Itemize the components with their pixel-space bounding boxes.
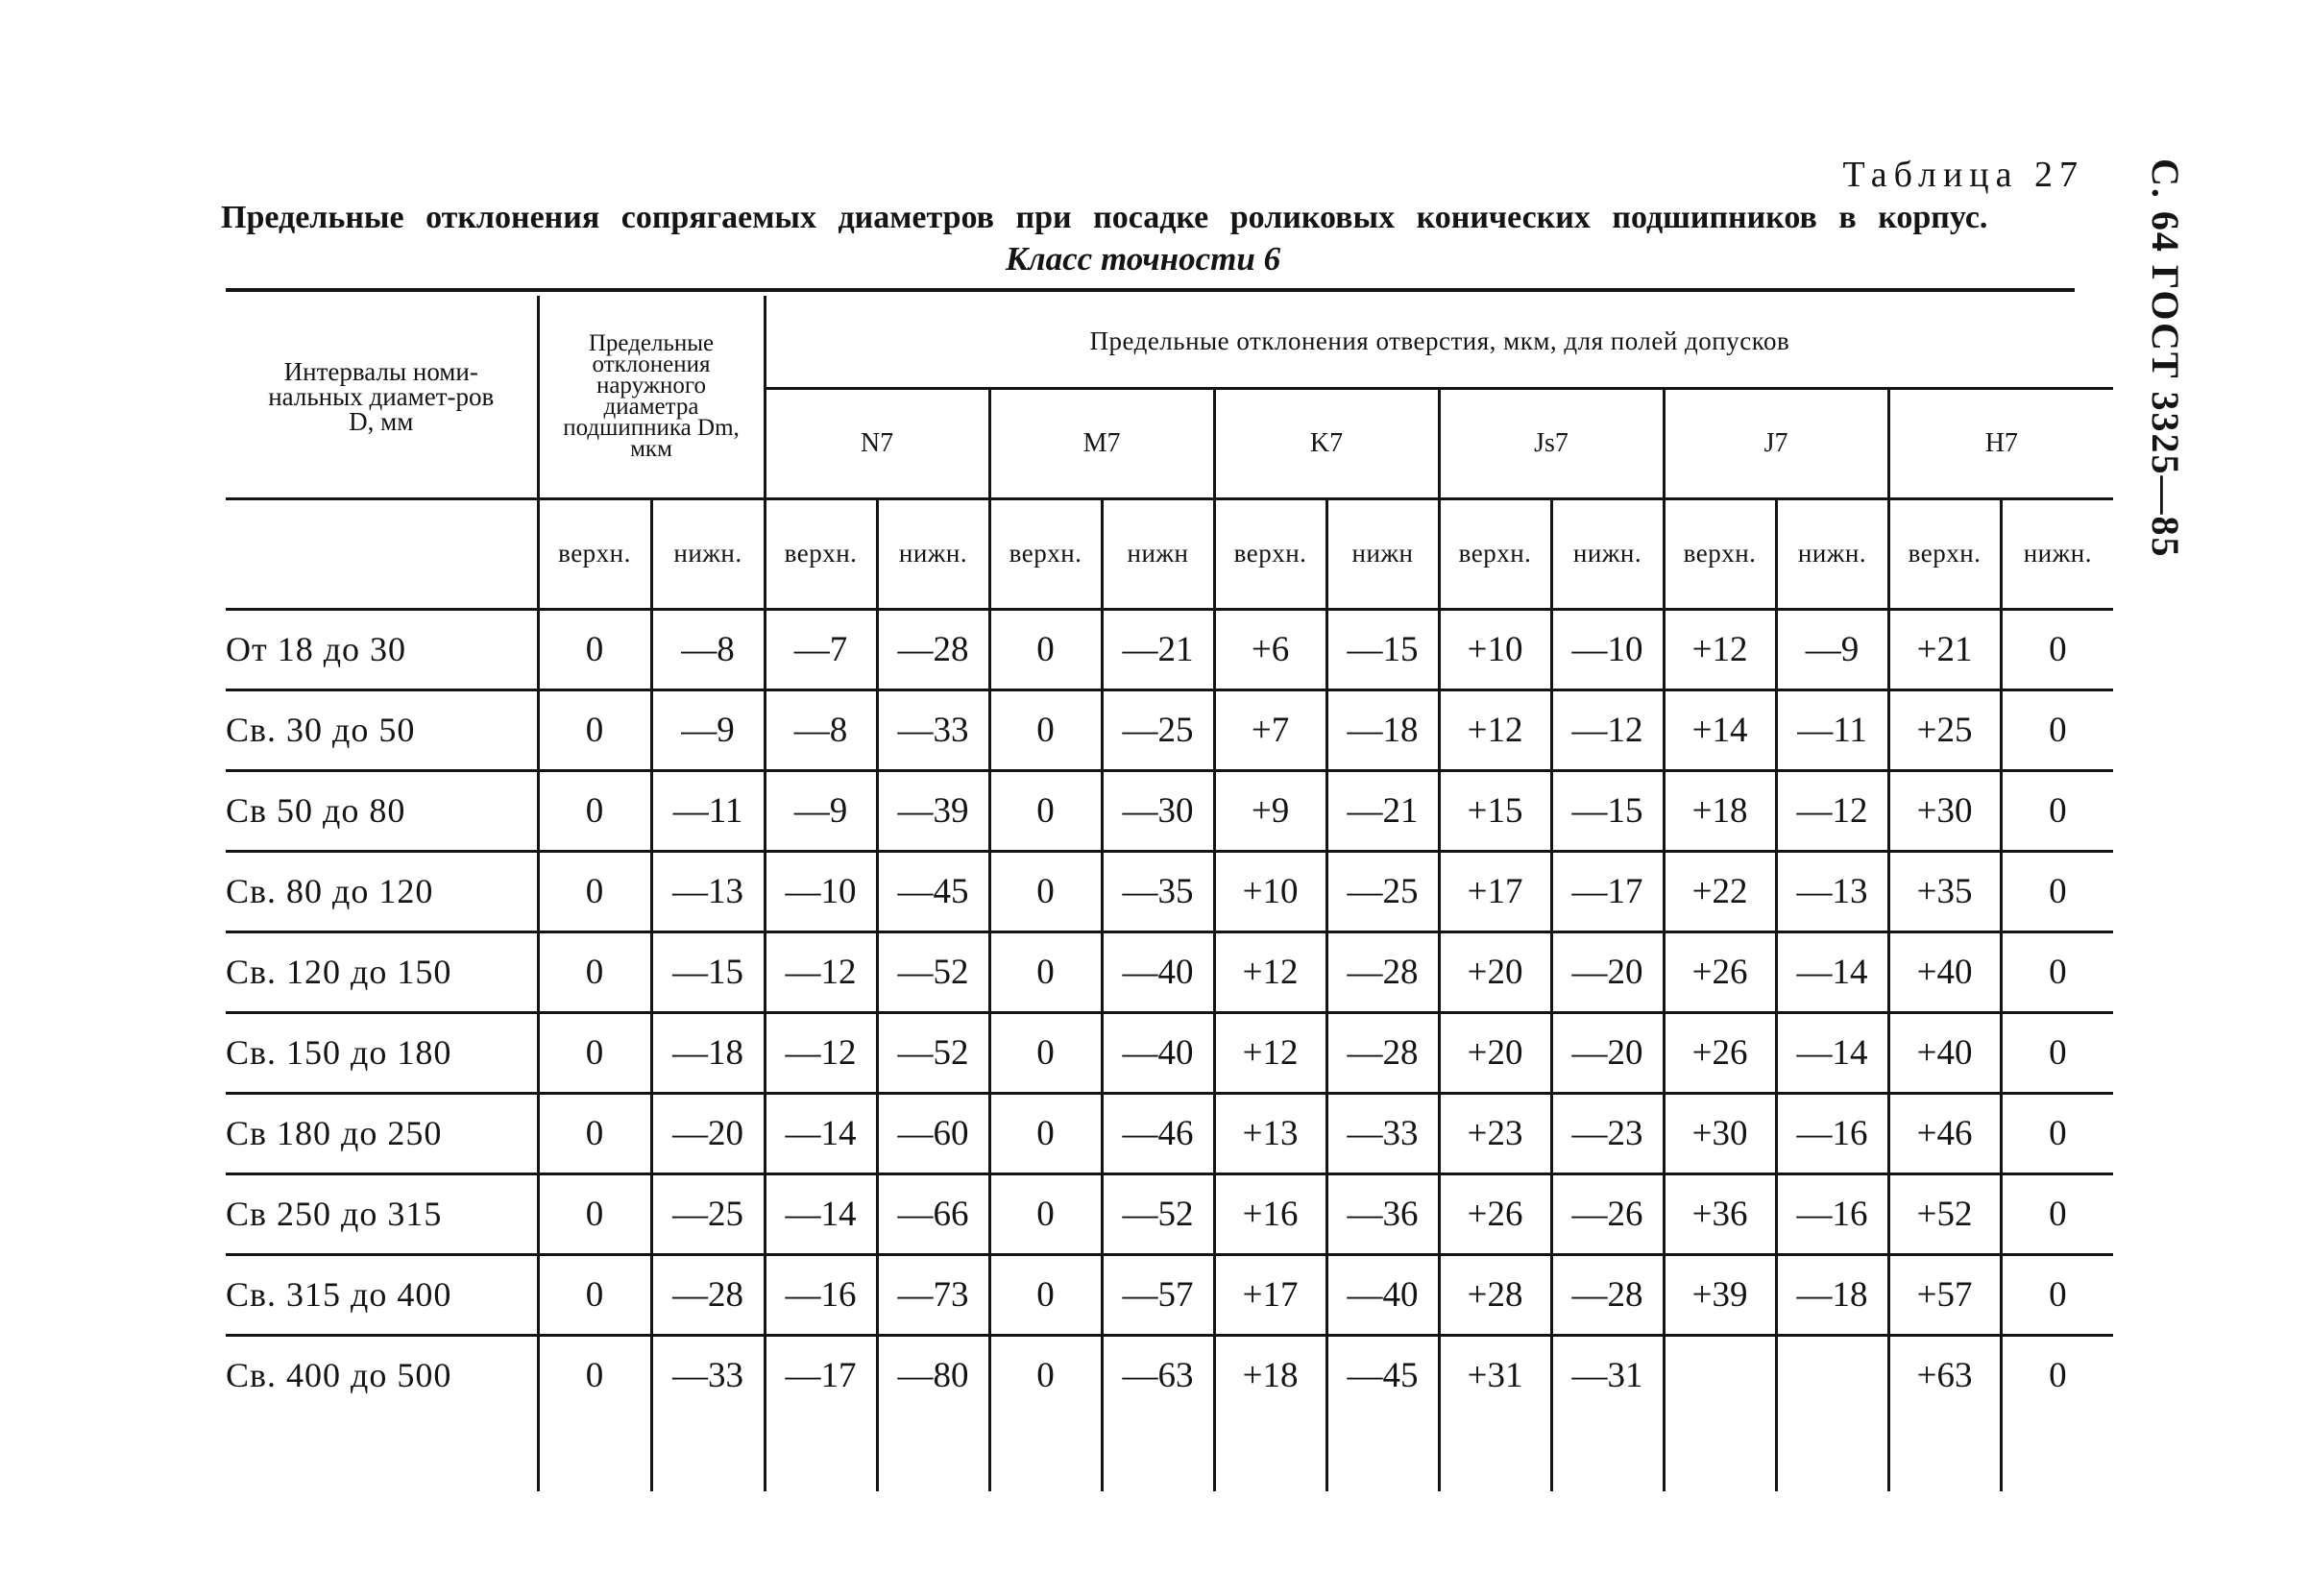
row-value: 0 [2001,851,2113,931]
row-value: —9 [651,689,765,770]
sub-lower: нижн [1102,498,1214,609]
row-value: —57 [1102,1254,1214,1335]
row-value: +18 [1214,1335,1326,1415]
row-value: —17 [765,1335,877,1415]
row-value: +28 [1439,1254,1551,1335]
row-value: —8 [765,689,877,770]
row-value: 0 [538,1173,651,1254]
tail-cell [538,1415,651,1491]
row-value: 0 [989,1012,1102,1093]
tail-cell [651,1415,765,1491]
row-value: —40 [1326,1254,1439,1335]
row-value: —15 [1326,609,1439,689]
sub-upper: верхн. [1439,498,1551,609]
row-interval: Св. 80 до 120 [226,851,538,931]
row-value: 0 [989,1093,1102,1173]
row-value: —17 [1551,851,1664,931]
table-number: Таблица 27 [1842,155,2084,195]
row-value: 0 [989,1335,1102,1415]
row-value: +7 [1214,689,1326,770]
tail-cell [1214,1415,1326,1491]
row-value: —40 [1102,931,1214,1012]
row-value: —15 [1551,770,1664,851]
row-value: —39 [877,770,989,851]
tail-cell [1439,1415,1551,1491]
row-value: +26 [1664,1012,1776,1093]
row-interval: Св. 150 до 180 [226,1012,538,1093]
row-value: 0 [538,689,651,770]
table-row [226,931,2113,1012]
row-interval: Св. 400 до 500 [226,1356,452,1394]
row-value: 0 [538,609,651,689]
row-value: —52 [877,1012,989,1093]
row-value: —28 [877,609,989,689]
row-value: +26 [1439,1173,1551,1254]
field-js7: Js7 [1439,388,1664,498]
field-j7: J7 [1664,388,1888,498]
row-value: —60 [877,1093,989,1173]
row-value: +25 [1888,689,2001,770]
row-interval: Св. 30 до 50 [226,689,538,770]
top-rule [226,288,2075,292]
row-value: 0 [989,1254,1102,1335]
table-subcaption: Класс точности 6 [1005,240,1281,278]
table-row [226,689,2113,770]
sub-upper: верхн. [1664,498,1776,609]
row-value: 0 [2001,1254,2113,1335]
row-value: +46 [1888,1093,2001,1173]
row-value [1776,1335,1888,1415]
row-value: +57 [1888,1254,2001,1335]
row-value: 0 [2001,689,2113,770]
row-value: +35 [1888,851,2001,931]
row-value: +31 [1439,1335,1551,1415]
field-n7: N7 [765,388,989,498]
row-value: —13 [1776,851,1888,931]
row-value: +10 [1439,609,1551,689]
row-value: —20 [1551,931,1664,1012]
row-value: +40 [1888,1012,2001,1093]
row-value: 0 [2001,1173,2113,1254]
sub-lower: нижн. [651,498,765,609]
table-row [226,609,2113,689]
row-value: +16 [1214,1173,1326,1254]
table-row [226,1173,2113,1254]
row-value: +23 [1439,1093,1551,1173]
row-value: +63 [1888,1335,2001,1415]
tail-cell [226,1415,538,1491]
header-interval-blank [226,498,538,609]
row-value: —25 [651,1173,765,1254]
row-value: —14 [1776,931,1888,1012]
row-value: —12 [1551,689,1664,770]
sub-upper: верхн. [989,498,1102,609]
tail-cell [1776,1415,1888,1491]
row-value: —40 [1102,1012,1214,1093]
row-value: +30 [1888,770,2001,851]
row-value: 0 [538,931,651,1012]
sub-upper: верхн. [538,498,651,609]
row-value: —21 [1102,609,1214,689]
row-value: 0 [2001,1335,2113,1415]
table-body [226,609,2113,1491]
row-value: —28 [651,1254,765,1335]
row-value: +14 [1664,689,1776,770]
row-value: +17 [1214,1254,1326,1335]
table-row [226,851,2113,931]
row-value: +52 [1888,1173,2001,1254]
header-hole-deviation: Предельные отклонения отверстия, мкм, для полей допусков [765,296,2113,388]
row-value: —12 [765,1012,877,1093]
row-value: —12 [1776,770,1888,851]
row-value: 0 [989,689,1102,770]
table-row [226,1254,2113,1335]
row-interval: Св 180 до 250 [226,1093,538,1173]
row-value: —25 [1326,851,1439,931]
sub-upper: верхн. [1214,498,1326,609]
row-value: 0 [2001,1012,2113,1093]
row-value: +40 [1888,931,2001,1012]
row-value: —35 [1102,851,1214,931]
row-value: —7 [765,609,877,689]
field-h7: H7 [1888,388,2113,498]
row-value: —23 [1551,1093,1664,1173]
tail-cell [765,1415,877,1491]
row-value: 0 [538,851,651,931]
row-value [1664,1335,1776,1415]
row-value: —9 [1776,609,1888,689]
row-value: +12 [1439,689,1551,770]
row-value: 0 [2001,770,2113,851]
sub-lower: нижн. [1551,498,1664,609]
sub-upper: верхн. [765,498,877,609]
row-interval: Св 250 до 315 [226,1173,538,1254]
row-value: —14 [765,1173,877,1254]
row-value: 0 [989,609,1102,689]
row-value: —16 [765,1254,877,1335]
tail-cell [1551,1415,1664,1491]
row-value: —11 [1776,689,1888,770]
row-value: +12 [1214,931,1326,1012]
header-outer-diameter: Предельные отклонения наружного диаметра подшипника Dm, мкм [538,296,765,498]
row-value: +30 [1664,1093,1776,1173]
row-value: —73 [877,1254,989,1335]
row-value: —18 [1776,1254,1888,1335]
row-value: —80 [877,1335,989,1415]
row-value: —10 [765,851,877,931]
row-value: —46 [1102,1093,1214,1173]
row-value: —10 [1551,609,1664,689]
row-value: —28 [1326,1012,1439,1093]
row-value: —52 [877,931,989,1012]
row-value: —15 [651,931,765,1012]
row-value: +12 [1214,1012,1326,1093]
row-value: —12 [765,931,877,1012]
tail-cell [989,1415,1102,1491]
row-value: +20 [1439,931,1551,1012]
row-value: —63 [1102,1335,1214,1415]
row-value: 0 [2001,1093,2113,1173]
tolerance-table [226,296,2113,1491]
row-interval: Св. 315 до 400 [226,1254,538,1335]
row-value: —30 [1102,770,1214,851]
row-value: —33 [877,689,989,770]
table-row [226,770,2113,851]
table-row [226,1335,2113,1415]
sub-lower: нижн. [2001,498,2113,609]
header-interval: Интервалы номи-нальных диамет-ров D, мм [226,296,538,498]
row-interval: Св 50 до 80 [226,770,538,851]
row-value: —11 [651,770,765,851]
row-value: —8 [651,609,765,689]
row-value: —28 [1551,1254,1664,1335]
row-value: —21 [1326,770,1439,851]
sub-lower: нижн. [877,498,989,609]
row-value: +39 [1664,1254,1776,1335]
row-value: —14 [765,1093,877,1173]
tail-cell [1888,1415,2001,1491]
tail-cell [877,1415,989,1491]
row-value: —25 [1102,689,1214,770]
row-interval: От 18 до 30 [226,609,538,689]
row-value: +22 [1664,851,1776,931]
row-value: 0 [538,770,651,851]
row-value: 0 [989,770,1102,851]
tail-cell [1326,1415,1439,1491]
sub-lower: нижн. [1776,498,1888,609]
row-value: +15 [1439,770,1551,851]
row-value: +9 [1214,770,1326,851]
row-value: —13 [651,851,765,931]
tail-cell [1664,1415,1776,1491]
row-value: 0 [989,931,1102,1012]
tail-cell [2001,1415,2113,1491]
row-value: —18 [1326,689,1439,770]
row-value: —18 [651,1012,765,1093]
row-value: +13 [1214,1093,1326,1173]
row-value: +36 [1664,1173,1776,1254]
row-value: —45 [1326,1335,1439,1415]
row-value: —20 [1551,1012,1664,1093]
table-tail [226,1415,2113,1491]
row-value: —26 [1551,1173,1664,1254]
row-value: —36 [1326,1173,1439,1254]
tail-cell [1102,1415,1214,1491]
row-value: +12 [1664,609,1776,689]
field-m7: M7 [989,388,1214,498]
table-row [226,1012,2113,1093]
row-value: 0 [2001,609,2113,689]
table-caption: Предельные отклонения сопрягаемых диаметров при посадке роликовых конических подшипников в корпус. [221,200,1988,235]
row-value: —14 [1776,1012,1888,1093]
row-value: 0 [538,1012,651,1093]
row-value: —66 [877,1173,989,1254]
row-value: +17 [1439,851,1551,931]
table-row [226,1093,2113,1173]
sub-lower: нижн [1326,498,1439,609]
row-value: —31 [1551,1335,1664,1415]
row-value: —28 [1326,931,1439,1012]
row-value: 0 [538,1335,651,1415]
row-value: 0 [989,1173,1102,1254]
row-value: +21 [1888,609,2001,689]
field-k7: K7 [1214,388,1439,498]
row-value: +18 [1664,770,1776,851]
subheader-row [226,498,2113,609]
row-value: +6 [1214,609,1326,689]
row-value: 0 [538,1254,651,1335]
row-value: —33 [651,1335,765,1415]
row-value: —33 [1326,1093,1439,1173]
row-value: +10 [1214,851,1326,931]
row-value: —52 [1102,1173,1214,1254]
row-value: —16 [1776,1093,1888,1173]
row-value: —9 [765,770,877,851]
row-value: 0 [2001,931,2113,1012]
row-value: 0 [538,1093,651,1173]
row-value: +26 [1664,931,1776,1012]
sub-upper: верхн. [1888,498,2001,609]
row-value: —45 [877,851,989,931]
row-value: —16 [1776,1173,1888,1254]
row-value: 0 [989,851,1102,931]
row-interval: Св. 120 до 150 [226,931,538,1012]
row-value: —20 [651,1093,765,1173]
row-value: +20 [1439,1012,1551,1093]
page-side-label: С. 64 ГОСТ 3325—85 [2144,158,2187,559]
